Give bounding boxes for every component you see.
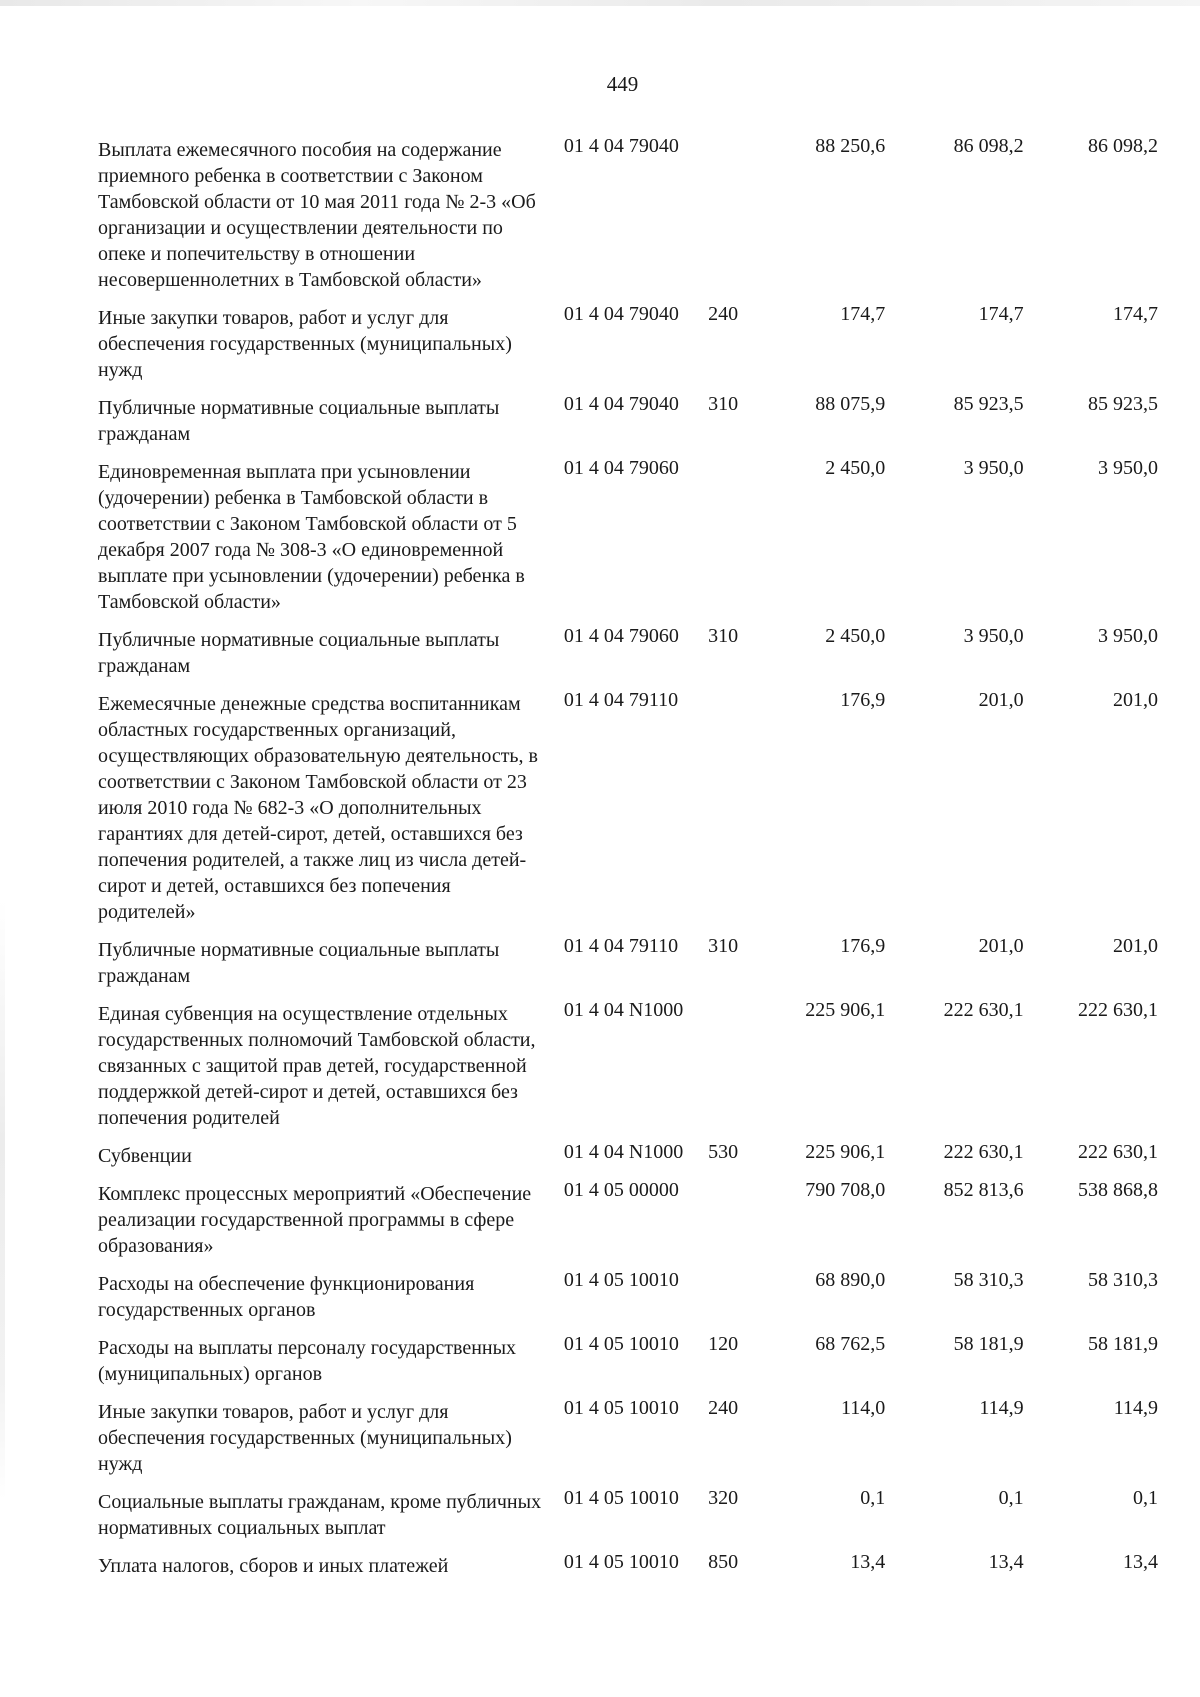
- row-value-1: 13,4: [850, 1551, 886, 1573]
- row-name: Выплата ежемесячного пособия на содержание приемного ребенка в соответствии с Законом Тамбовской области от 10 мая 2011 года № 2-3 «Об организации и осуществлении деятельности по опеке и попечительству в отношении несовершеннолетних в Тамбовской области»: [98, 139, 536, 291]
- row-name: Расходы на обеспечение функционирования государственных органов: [98, 1273, 475, 1321]
- table-row: [98, 133, 1158, 293]
- row-value-3: 201,0: [1113, 689, 1158, 711]
- row-value-2: 13,4: [988, 1551, 1024, 1573]
- table-row: [98, 933, 1158, 989]
- row-value-1: 174,7: [840, 303, 886, 325]
- row-code: 01 4 04 N1000: [563, 1141, 684, 1163]
- row-value-3: 222 630,1: [1078, 1141, 1158, 1163]
- page-number: 449: [606, 72, 639, 96]
- row-value-1: 225 906,1: [805, 1141, 886, 1163]
- row-expense-type: 310: [708, 625, 739, 647]
- row-expense-type: 240: [708, 1397, 739, 1419]
- row-value-3: 58 310,3: [1088, 1269, 1158, 1291]
- scan-edge-left: [0, 900, 5, 1500]
- row-code: 01 4 05 10010: [563, 1397, 679, 1419]
- row-value-1: 176,9: [840, 935, 886, 957]
- row-code: 01 4 04 79060: [563, 625, 679, 647]
- row-value-1: 0,1: [860, 1487, 886, 1509]
- row-code: 01 4 04 79110: [563, 689, 679, 711]
- row-value-2: 852 813,6: [943, 1179, 1024, 1201]
- row-value-2: 86 098,2: [953, 135, 1024, 157]
- row-name: Публичные нормативные социальные выплаты гражданам: [98, 939, 500, 987]
- row-value-3: 86 098,2: [1088, 135, 1158, 157]
- row-value-2: 201,0: [978, 935, 1024, 957]
- row-name: Публичные нормативные социальные выплаты гражданам: [98, 397, 500, 445]
- row-expense-type: 310: [708, 935, 739, 957]
- row-value-3: 0,1: [1133, 1487, 1158, 1509]
- row-value-3: 3 950,0: [1098, 457, 1158, 479]
- row-value-3: 58 181,9: [1088, 1333, 1158, 1355]
- row-value-3: 174,7: [1113, 303, 1158, 325]
- row-value-2: 85 923,5: [953, 393, 1024, 415]
- row-value-3: 114,9: [1113, 1397, 1158, 1419]
- row-value-1: 2 450,0: [825, 457, 886, 479]
- row-value-2: 222 630,1: [943, 1141, 1024, 1163]
- row-value-3: 13,4: [1123, 1551, 1158, 1573]
- row-name: Единая субвенция на осуществление отдельных государственных полномочий Тамбовской области, связанных с защитой прав детей, государственной поддержкой детей-сирот и детей, оставшихся без попечения родителей: [98, 1003, 536, 1129]
- row-value-1: 114,0: [841, 1397, 886, 1419]
- table-row: [98, 1485, 1158, 1541]
- table-row: [98, 1331, 1158, 1387]
- table-row: [98, 687, 1158, 925]
- row-value-3: 538 868,8: [1078, 1179, 1158, 1201]
- row-code: 01 4 05 10010: [563, 1269, 679, 1291]
- table-row: [98, 391, 1158, 447]
- row-expense-type: 850: [708, 1551, 739, 1573]
- row-code: 01 4 05 10010: [563, 1487, 679, 1509]
- row-value-1: 88 075,9: [815, 393, 886, 415]
- row-value-2: 3 950,0: [963, 625, 1024, 647]
- table-row: [98, 301, 1158, 383]
- row-name: Иные закупки товаров, работ и услуг для обеспечения государственных (муниципальных) нужд: [98, 1401, 512, 1475]
- row-expense-type: 240: [708, 303, 739, 325]
- row-value-1: 2 450,0: [825, 625, 886, 647]
- row-value-2: 174,7: [978, 303, 1024, 325]
- row-name: Социальные выплаты гражданам, кроме публичных нормативных социальных выплат: [98, 1491, 542, 1539]
- row-code: 01 4 04 79040: [563, 303, 679, 325]
- row-value-2: 3 950,0: [963, 457, 1024, 479]
- row-value-1: 790 708,0: [805, 1179, 886, 1201]
- budget-table: [98, 133, 1158, 1587]
- table-row: [98, 1139, 1158, 1169]
- row-value-2: 0,1: [998, 1487, 1024, 1509]
- row-code: 01 4 04 N1000: [563, 999, 684, 1021]
- row-value-1: 176,9: [840, 689, 886, 711]
- row-code: 01 4 04 79040: [563, 135, 679, 157]
- row-value-3: 85 923,5: [1088, 393, 1158, 415]
- row-value-1: 88 250,6: [815, 135, 886, 157]
- row-name: Субвенции: [98, 1145, 192, 1167]
- row-code: 01 4 05 10010: [563, 1551, 679, 1573]
- table-row: [98, 455, 1158, 615]
- table-row: [98, 1549, 1158, 1579]
- row-name: Иные закупки товаров, работ и услуг для обеспечения государственных (муниципальных) нужд: [98, 307, 512, 381]
- row-name: Ежемесячные денежные средства воспитанникам областных государственных организаций, осуществляющих образовательную деятельность, в соответствии с Законом Тамбовской области от 23 июля 2010 года № 682-3 «О дополнительных гарантиях для детей-сирот, детей, оставшихся без попечения родителей, а также лиц из числа детей-сирот и детей, оставшихся без попечения родителей»: [98, 693, 538, 923]
- row-name: Публичные нормативные социальные выплаты гражданам: [98, 629, 500, 677]
- row-name: Единовременная выплата при усыновлении (удочерении) ребенка в Тамбовской области в соответствии с Законом Тамбовской области от 5 декабря 2007 года № 308-3 «О единовременной выплате при усыновлении (удочерении) ребенка в Тамбовской области»: [98, 461, 525, 613]
- row-value-2: 58 181,9: [953, 1333, 1024, 1355]
- row-name: Уплата налогов, сборов и иных платежей: [98, 1555, 449, 1577]
- row-value-2: 114,9: [979, 1397, 1024, 1419]
- row-code: 01 4 04 79110: [563, 935, 679, 957]
- table-row: [98, 1267, 1158, 1323]
- table-row: [98, 1395, 1158, 1477]
- row-expense-type: 120: [708, 1333, 739, 1355]
- row-value-1: 225 906,1: [805, 999, 886, 1021]
- row-value-3: 201,0: [1113, 935, 1158, 957]
- row-name: Комплекс процессных мероприятий «Обеспечение реализации государственной программы в сфере образования»: [98, 1183, 532, 1257]
- table-row: [98, 1177, 1158, 1259]
- row-name: Расходы на выплаты персоналу государственных (муниципальных) органов: [98, 1337, 517, 1385]
- table-row: [98, 623, 1158, 679]
- row-expense-type: 530: [708, 1141, 739, 1163]
- row-value-3: 222 630,1: [1078, 999, 1158, 1021]
- scan-edge-top: [0, 0, 1200, 6]
- row-code: 01 4 04 79060: [563, 457, 679, 479]
- row-expense-type: 310: [708, 393, 739, 415]
- row-value-2: 222 630,1: [943, 999, 1024, 1021]
- row-expense-type: 320: [708, 1487, 739, 1509]
- row-code: 01 4 04 79040: [563, 393, 679, 415]
- row-value-1: 68 890,0: [815, 1269, 886, 1291]
- row-value-3: 3 950,0: [1098, 625, 1158, 647]
- row-code: 01 4 05 10010: [563, 1333, 679, 1355]
- table-row: [98, 997, 1158, 1131]
- row-value-1: 68 762,5: [815, 1333, 886, 1355]
- row-value-2: 201,0: [978, 689, 1024, 711]
- row-code: 01 4 05 00000: [563, 1179, 679, 1201]
- row-value-2: 58 310,3: [953, 1269, 1024, 1291]
